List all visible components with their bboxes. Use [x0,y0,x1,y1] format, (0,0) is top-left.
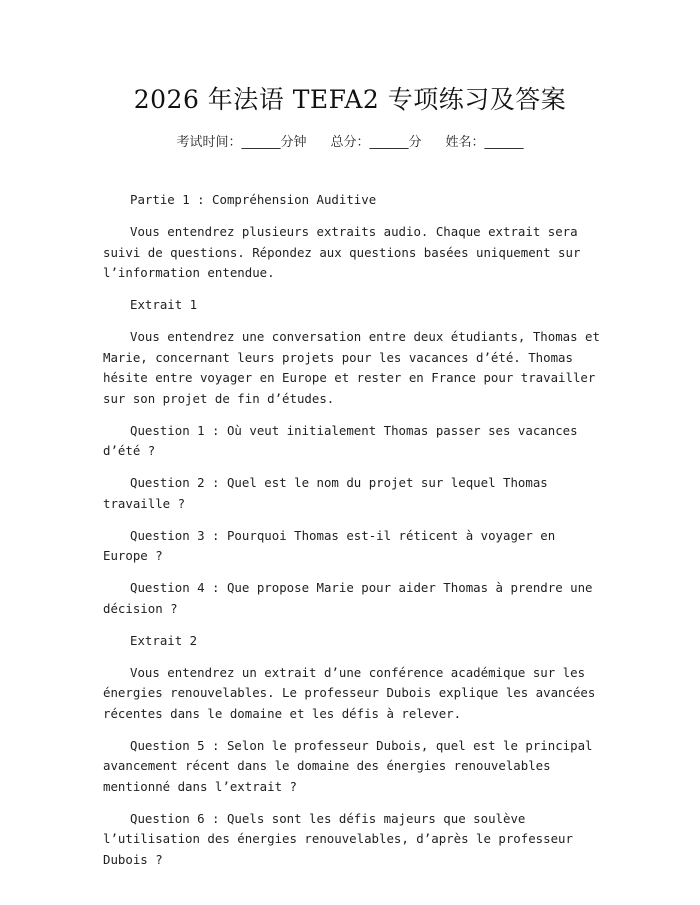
section-heading-partie-1: Partie 1 : Compréhension Auditive [130,192,377,207]
exam-time-field: 考试时间：______分钟 [176,135,307,150]
question-1: Question 1 : Où veut initialement Thomas passer ses vacances d’été ? [103,422,578,458]
exam-info-line [0,131,700,150]
document-title: 2026 年法语 TEFA2 专项练习及答案 [133,85,567,114]
document-body [103,190,603,882]
extrait-1-heading: Extrait 1 [130,297,198,312]
question-2: Question 2 : Quel est le nom du projet sur lequel Thomas travaille ? [103,475,548,511]
instructions-paragraph: Vous entendrez plusieurs extraits audio. Chaque extrait sera suivi de questions. Répondez aux questions basées uniquement sur l’information entendue. [103,224,581,280]
extrait-2-description: Vous entendrez un extrait d’une conférence académique sur les énergies renouvelables. Le professeur Dubois explique les avancées récentes dans le domaine et les défis à relever. [103,664,596,721]
extrait-1-description: Vous entendrez une conversation entre deux étudiants, Thomas et Marie, concernant leurs projets pour les vacances d’été. Thomas hésite entre voyager en Europe et rester en France pour travailler sur son projet de fin d’études. [103,329,600,406]
extrait-2-heading: Extrait 2 [130,632,198,648]
question-5: Question 5 : Selon le professeur Dubois, quel est le principal avancement récent dans le domaine des énergies renouvelables mentionné dans l’extrait ? [103,737,593,794]
question-6: Question 6 : Quels sont les défis majeurs que soulève l’utilisation des énergies renouvelables, d’après le professeur Dubois ? [103,810,573,867]
question-3: Question 3 : Pourquoi Thomas est-il réticent à voyager en Europe ? [103,527,556,563]
question-4: Question 4 : Que propose Marie pour aider Thomas à prendre une décision ? [103,580,593,616]
total-score-field: 总分：______分 [330,135,422,150]
name-field: 姓名：______ [445,135,524,150]
